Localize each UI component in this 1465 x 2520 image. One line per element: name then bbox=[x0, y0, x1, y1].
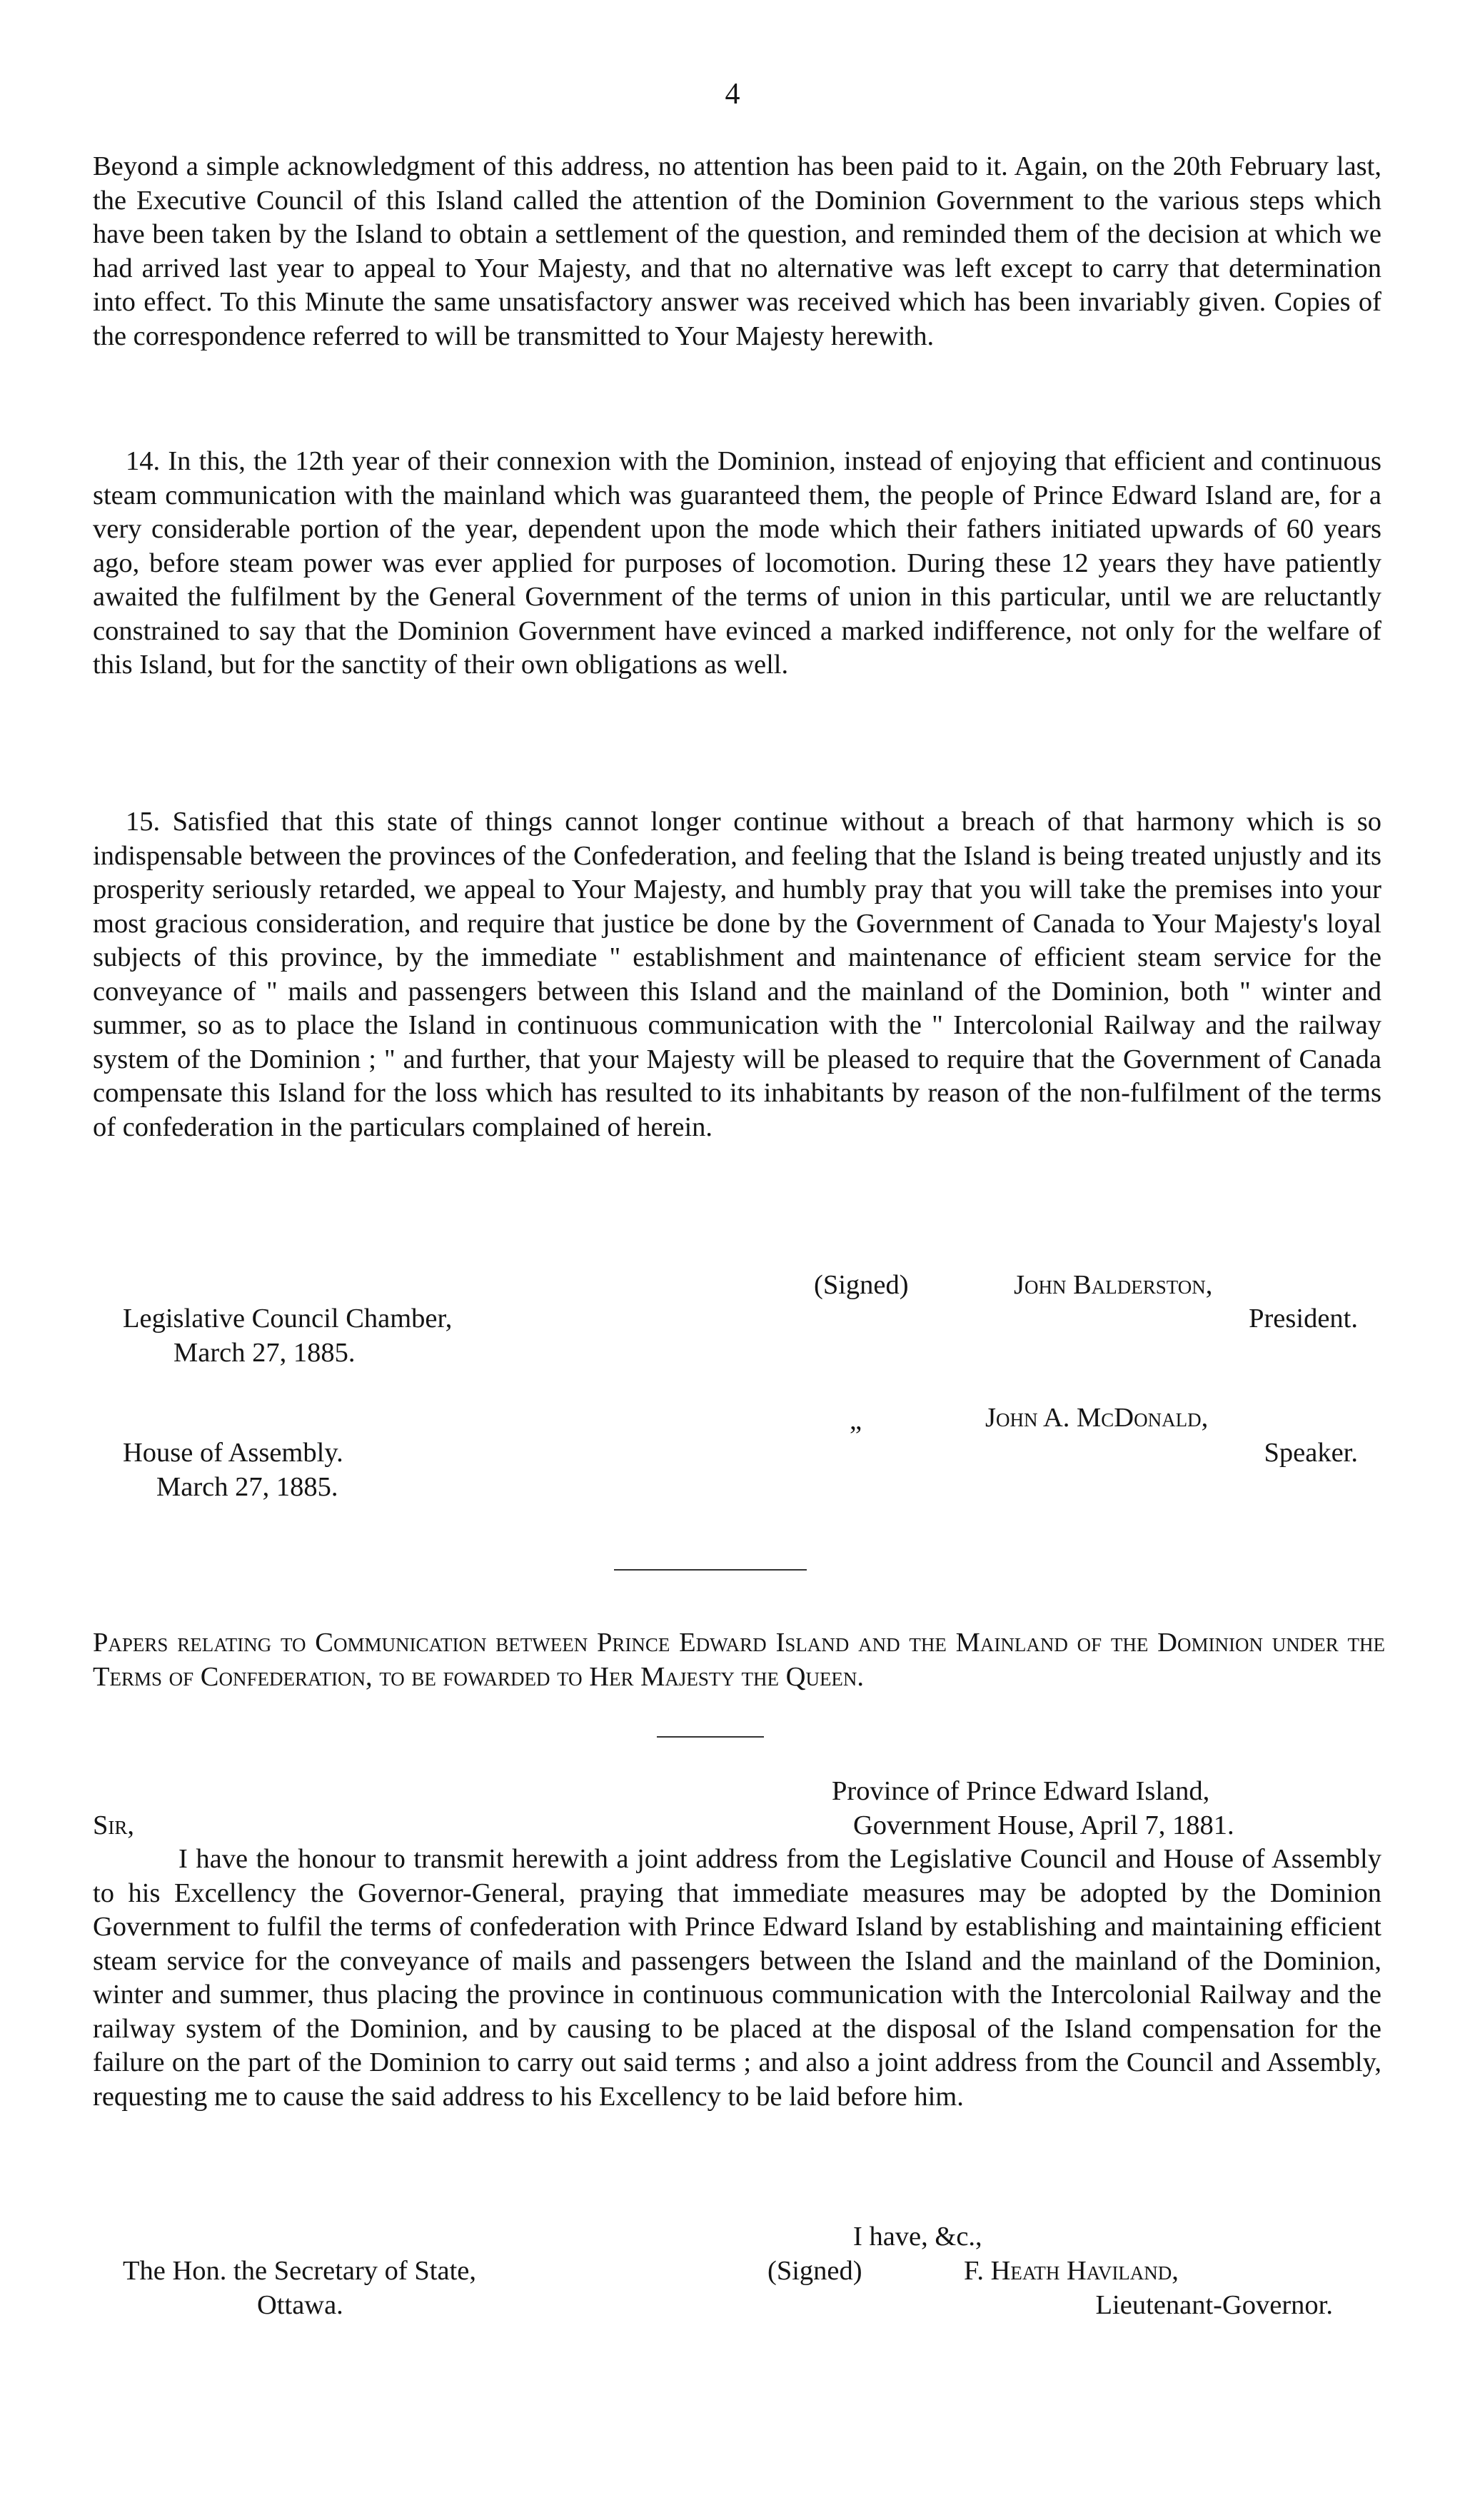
date-house-of-assembly: March 27, 1885. bbox=[156, 1472, 338, 1502]
letter-signed-label: (Signed) bbox=[767, 2256, 862, 2286]
letter-address-line2: Government House, April 7, 1881. bbox=[853, 1810, 1234, 1840]
letter-signer-title: Lieutenant-Governor. bbox=[1095, 2290, 1333, 2320]
letter-signer-name: F. Heath Haviland, bbox=[964, 2256, 1179, 2286]
ditto-mark: „ bbox=[850, 1406, 862, 1436]
place-house-of-assembly: House of Assembly. bbox=[123, 1438, 343, 1468]
letter-close: I have, &c., bbox=[853, 2222, 982, 2252]
letter-address-line1: Province of Prince Edward Island, bbox=[832, 1776, 1210, 1806]
place-legislative-council: Legislative Council Chamber, bbox=[123, 1304, 453, 1334]
signer-title-speaker: Speaker. bbox=[1264, 1438, 1358, 1468]
page-number: 4 bbox=[725, 78, 740, 111]
signer-name-speaker: John A. McDonald, bbox=[985, 1403, 1209, 1433]
date-legislative-council: March 27, 1885. bbox=[173, 1338, 356, 1368]
recipient-line2: Ottawa. bbox=[257, 2290, 343, 2320]
letter-body: I have the honour to transmit herewith a joint address from the Legislative Council and House of Assembly to his Excellency the Governor-General, praying that immediate measures may be adopted by the Dominion Government to fulfil the terms of confederation with Prince Edward Island by establishing and maintaining efficient steam service for the conveyance of mails and passengers between the Island and the mainland of the Dominion, winter and summer, thus placing the province in continuous communication with the Intercolonial Railway and the railway system of the Dominion, and by causing to be placed at the disposal of the Island compensation for the failure on the part of the Dominion to carry out said terms ; and also a joint address from the Council and Assembly, requesting me to cause the said address to his Excellency to be laid before him. bbox=[93, 1844, 1381, 2112]
heading-divider bbox=[657, 1736, 764, 1738]
signer-name-president: John Balderston, bbox=[1014, 1270, 1213, 1300]
paragraph-14: 14. In this, the 12th year of their connexion with the Dominion, instead of enjoying that efficient and continuous steam communication with the mainland which was guaranteed them, the people of Prince Edward Island are, for a very considerable portion of the year, dependent upon the mode which their fathers initiated upwards of 60 years ago, before steam power was ever applied for purposes of locomotion. During these 12 years they have patiently awaited the fulfilment by the General Government of the terms of union in this particular, until we are reluctantly constrained to say that the Dominion Government have evinced a marked indifference, not only for the welfare of this Island, but for the sanctity of their own obligations as well. bbox=[93, 446, 1381, 680]
signer-title-president: President. bbox=[1249, 1304, 1358, 1334]
recipient-line1: The Hon. the Secretary of State, bbox=[123, 2256, 476, 2286]
papers-heading: Papers relating to Communication between Prince Edward Island and the Mainland of the Dominion under the Terms of Confederation, to be fowarded to Her Majesty the Queen. bbox=[93, 1628, 1385, 1692]
paragraph-15: 15. Satisfied that this state of things cannot longer continue without a breach of that harmony which is so indispensable between the provinces of the Confederation, and feeling that the Island is being treated unjustly and its prosperity seriously retarded, we appeal to Your Majesty, and humbly pray that you will take the premises into your most gracious consideration, and require that justice be done by the Government of Canada to Your Majesty's loyal subjects of this province, by the immediate " establishment and maintenance of efficient steam service for the conveyance of " mails and passengers between this Island and the mainland of the Dominion, both " winter and summer, so as to place the Island in continuous communication with the " Intercolonial Railway and the railway system of the Dominion ; " and further, that your Majesty will be pleased to require that the Government of Canada compensate this Island for the loss which has resulted to its inhabitants by reason of the non-fulfilment of the terms of confederation in the particulars complained of herein. bbox=[93, 807, 1381, 1142]
signed-label: (Signed) bbox=[814, 1270, 909, 1300]
paragraph-intro: Beyond a simple acknowledgment of this address, no attention has been paid to it. Again, on the 20th February last, the Executive Council of this Island called the attention of the Dominion Government to the various steps which have been taken by the Island to obtain a settlement of the question, and reminded them of the decision at which we had arrived last year to appeal to Your Majesty, and that no alternative was left except to carry that determination into effect. To this Minute the same unsatisfactory answer was received which has been invariably given. Copies of the correspondence referred to will be transmitted to Your Majesty herewith. bbox=[93, 151, 1381, 351]
section-divider bbox=[614, 1569, 807, 1571]
letter-salutation: Sir, bbox=[93, 1810, 135, 1840]
